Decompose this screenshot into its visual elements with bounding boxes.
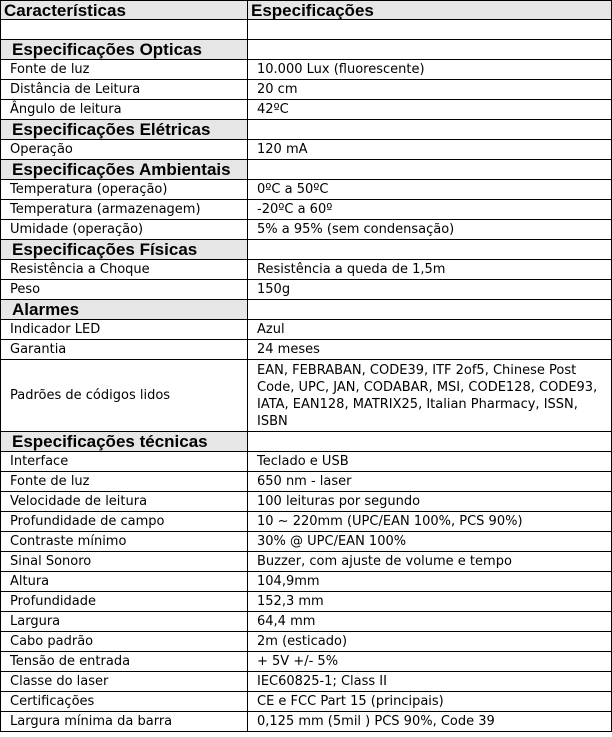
- row-value: 10.000 Lux (fluorescente): [248, 60, 612, 80]
- row-value: 104,9mm: [248, 572, 612, 592]
- section-header-row: [1, 120, 612, 140]
- section-empty-cell: [248, 240, 612, 260]
- section-title: Especificações Opticas: [1, 40, 248, 60]
- row-label: Ângulo de leitura: [1, 100, 248, 120]
- row-label: Cabo padrão: [1, 632, 248, 652]
- table-row: [1, 672, 612, 692]
- row-label: Padrões de códigos lidos: [1, 360, 248, 432]
- row-value: IEC60825-1; Class II: [248, 672, 612, 692]
- row-value: 152,3 mm: [248, 592, 612, 612]
- table-row: [1, 612, 612, 632]
- row-label: Contraste mínimo: [1, 532, 248, 552]
- row-value: 42ºC: [248, 100, 612, 120]
- section-empty-cell: [248, 120, 612, 140]
- row-value: 24 meses: [248, 340, 612, 360]
- table-row: [1, 512, 612, 532]
- row-label: Tensão de entrada: [1, 652, 248, 672]
- header-characteristics: Características: [1, 1, 248, 20]
- row-value: 0,125 mm (5mil ) PCS 90%, Code 39: [248, 712, 612, 732]
- row-value: + 5V +/- 5%: [248, 652, 612, 672]
- table-row: [1, 200, 612, 220]
- row-value: 10 ~ 220mm (UPC/EAN 100%, PCS 90%): [248, 512, 612, 532]
- row-label: Fonte de luz: [1, 60, 248, 80]
- section-header-row: [1, 160, 612, 180]
- section-header-row: [1, 40, 612, 60]
- spacer-row: [1, 20, 612, 40]
- row-label: Profundidade: [1, 592, 248, 612]
- row-value: 64,4 mm: [248, 612, 612, 632]
- row-value: -20ºC a 60º: [248, 200, 612, 220]
- row-value: Buzzer, com ajuste de volume e tempo: [248, 552, 612, 572]
- table-row: [1, 220, 612, 240]
- section-empty-cell: [248, 300, 612, 320]
- table-row: [1, 320, 612, 340]
- row-label: Temperatura (armazenagem): [1, 200, 248, 220]
- table-row: [1, 180, 612, 200]
- table-header-row: [1, 1, 612, 20]
- row-label: Largura mínima da barra: [1, 712, 248, 732]
- section-title: Alarmes: [1, 300, 248, 320]
- row-label: Certificações: [1, 692, 248, 712]
- table-row: [1, 472, 612, 492]
- row-value: Resistência a queda de 1,5m: [248, 260, 612, 280]
- row-label: Fonte de luz: [1, 472, 248, 492]
- row-label: Largura: [1, 612, 248, 632]
- row-label: Garantia: [1, 340, 248, 360]
- table-row: [1, 60, 612, 80]
- row-label: Distância de Leitura: [1, 80, 248, 100]
- row-label: Altura: [1, 572, 248, 592]
- section-empty-cell: [248, 432, 612, 452]
- section-empty-cell: [248, 40, 612, 60]
- section-title: Especificações técnicas: [1, 432, 248, 452]
- row-label: Interface: [1, 452, 248, 472]
- table-row: [1, 712, 612, 732]
- table-row: [1, 80, 612, 100]
- row-value: 2m (esticado): [248, 632, 612, 652]
- row-value: 5% a 95% (sem condensação): [248, 220, 612, 240]
- row-label: Sinal Sonoro: [1, 552, 248, 572]
- table-row: [1, 652, 612, 672]
- row-label: Velocidade de leitura: [1, 492, 248, 512]
- section-header-row: [1, 240, 612, 260]
- spacer-cell: [1, 20, 248, 40]
- row-label: Classe do laser: [1, 672, 248, 692]
- table-row: [1, 280, 612, 300]
- table-row: [1, 532, 612, 552]
- row-label: Operação: [1, 140, 248, 160]
- row-label: Profundidade de campo: [1, 512, 248, 532]
- row-value: Azul: [248, 320, 612, 340]
- row-value: Teclado e USB: [248, 452, 612, 472]
- row-value: 20 cm: [248, 80, 612, 100]
- table-row: [1, 632, 612, 652]
- row-value: 100 leituras por segundo: [248, 492, 612, 512]
- section-empty-cell: [248, 160, 612, 180]
- table-row: [1, 100, 612, 120]
- row-value: 150g: [248, 280, 612, 300]
- row-value: 30% @ UPC/EAN 100%: [248, 532, 612, 552]
- row-label: Umidade (operação): [1, 220, 248, 240]
- row-value: 650 nm - laser: [248, 472, 612, 492]
- table-row: [1, 492, 612, 512]
- table-row: [1, 360, 612, 432]
- table-row: [1, 340, 612, 360]
- row-label: Temperatura (operação): [1, 180, 248, 200]
- table-row: [1, 552, 612, 572]
- section-title: Especificações Elétricas: [1, 120, 248, 140]
- spacer-cell: [248, 20, 612, 40]
- section-header-row: [1, 432, 612, 452]
- row-value: EAN, FEBRABAN, CODE39, ITF 2of5, Chinese Post Code, UPC, JAN, CODABAR, MSI, CODE128, CODE93, IATA, EAN128, MATRIX25, Italian Pharmacy, ISSN, ISBN: [248, 360, 612, 432]
- row-value: 120 mA: [248, 140, 612, 160]
- table-row: [1, 692, 612, 712]
- row-label: Indicador LED: [1, 320, 248, 340]
- section-title: Especificações Ambientais: [1, 160, 248, 180]
- header-specifications: Especificações: [248, 1, 612, 20]
- row-value: 0ºC a 50ºC: [248, 180, 612, 200]
- row-label: Peso: [1, 280, 248, 300]
- table-row: [1, 572, 612, 592]
- section-header-row: [1, 300, 612, 320]
- row-label: Resistência a Choque: [1, 260, 248, 280]
- table-row: [1, 452, 612, 472]
- table-row: [1, 592, 612, 612]
- table-row: [1, 260, 612, 280]
- row-value: CE e FCC Part 15 (principais): [248, 692, 612, 712]
- section-title: Especificações Físicas: [1, 240, 248, 260]
- table-row: [1, 140, 612, 160]
